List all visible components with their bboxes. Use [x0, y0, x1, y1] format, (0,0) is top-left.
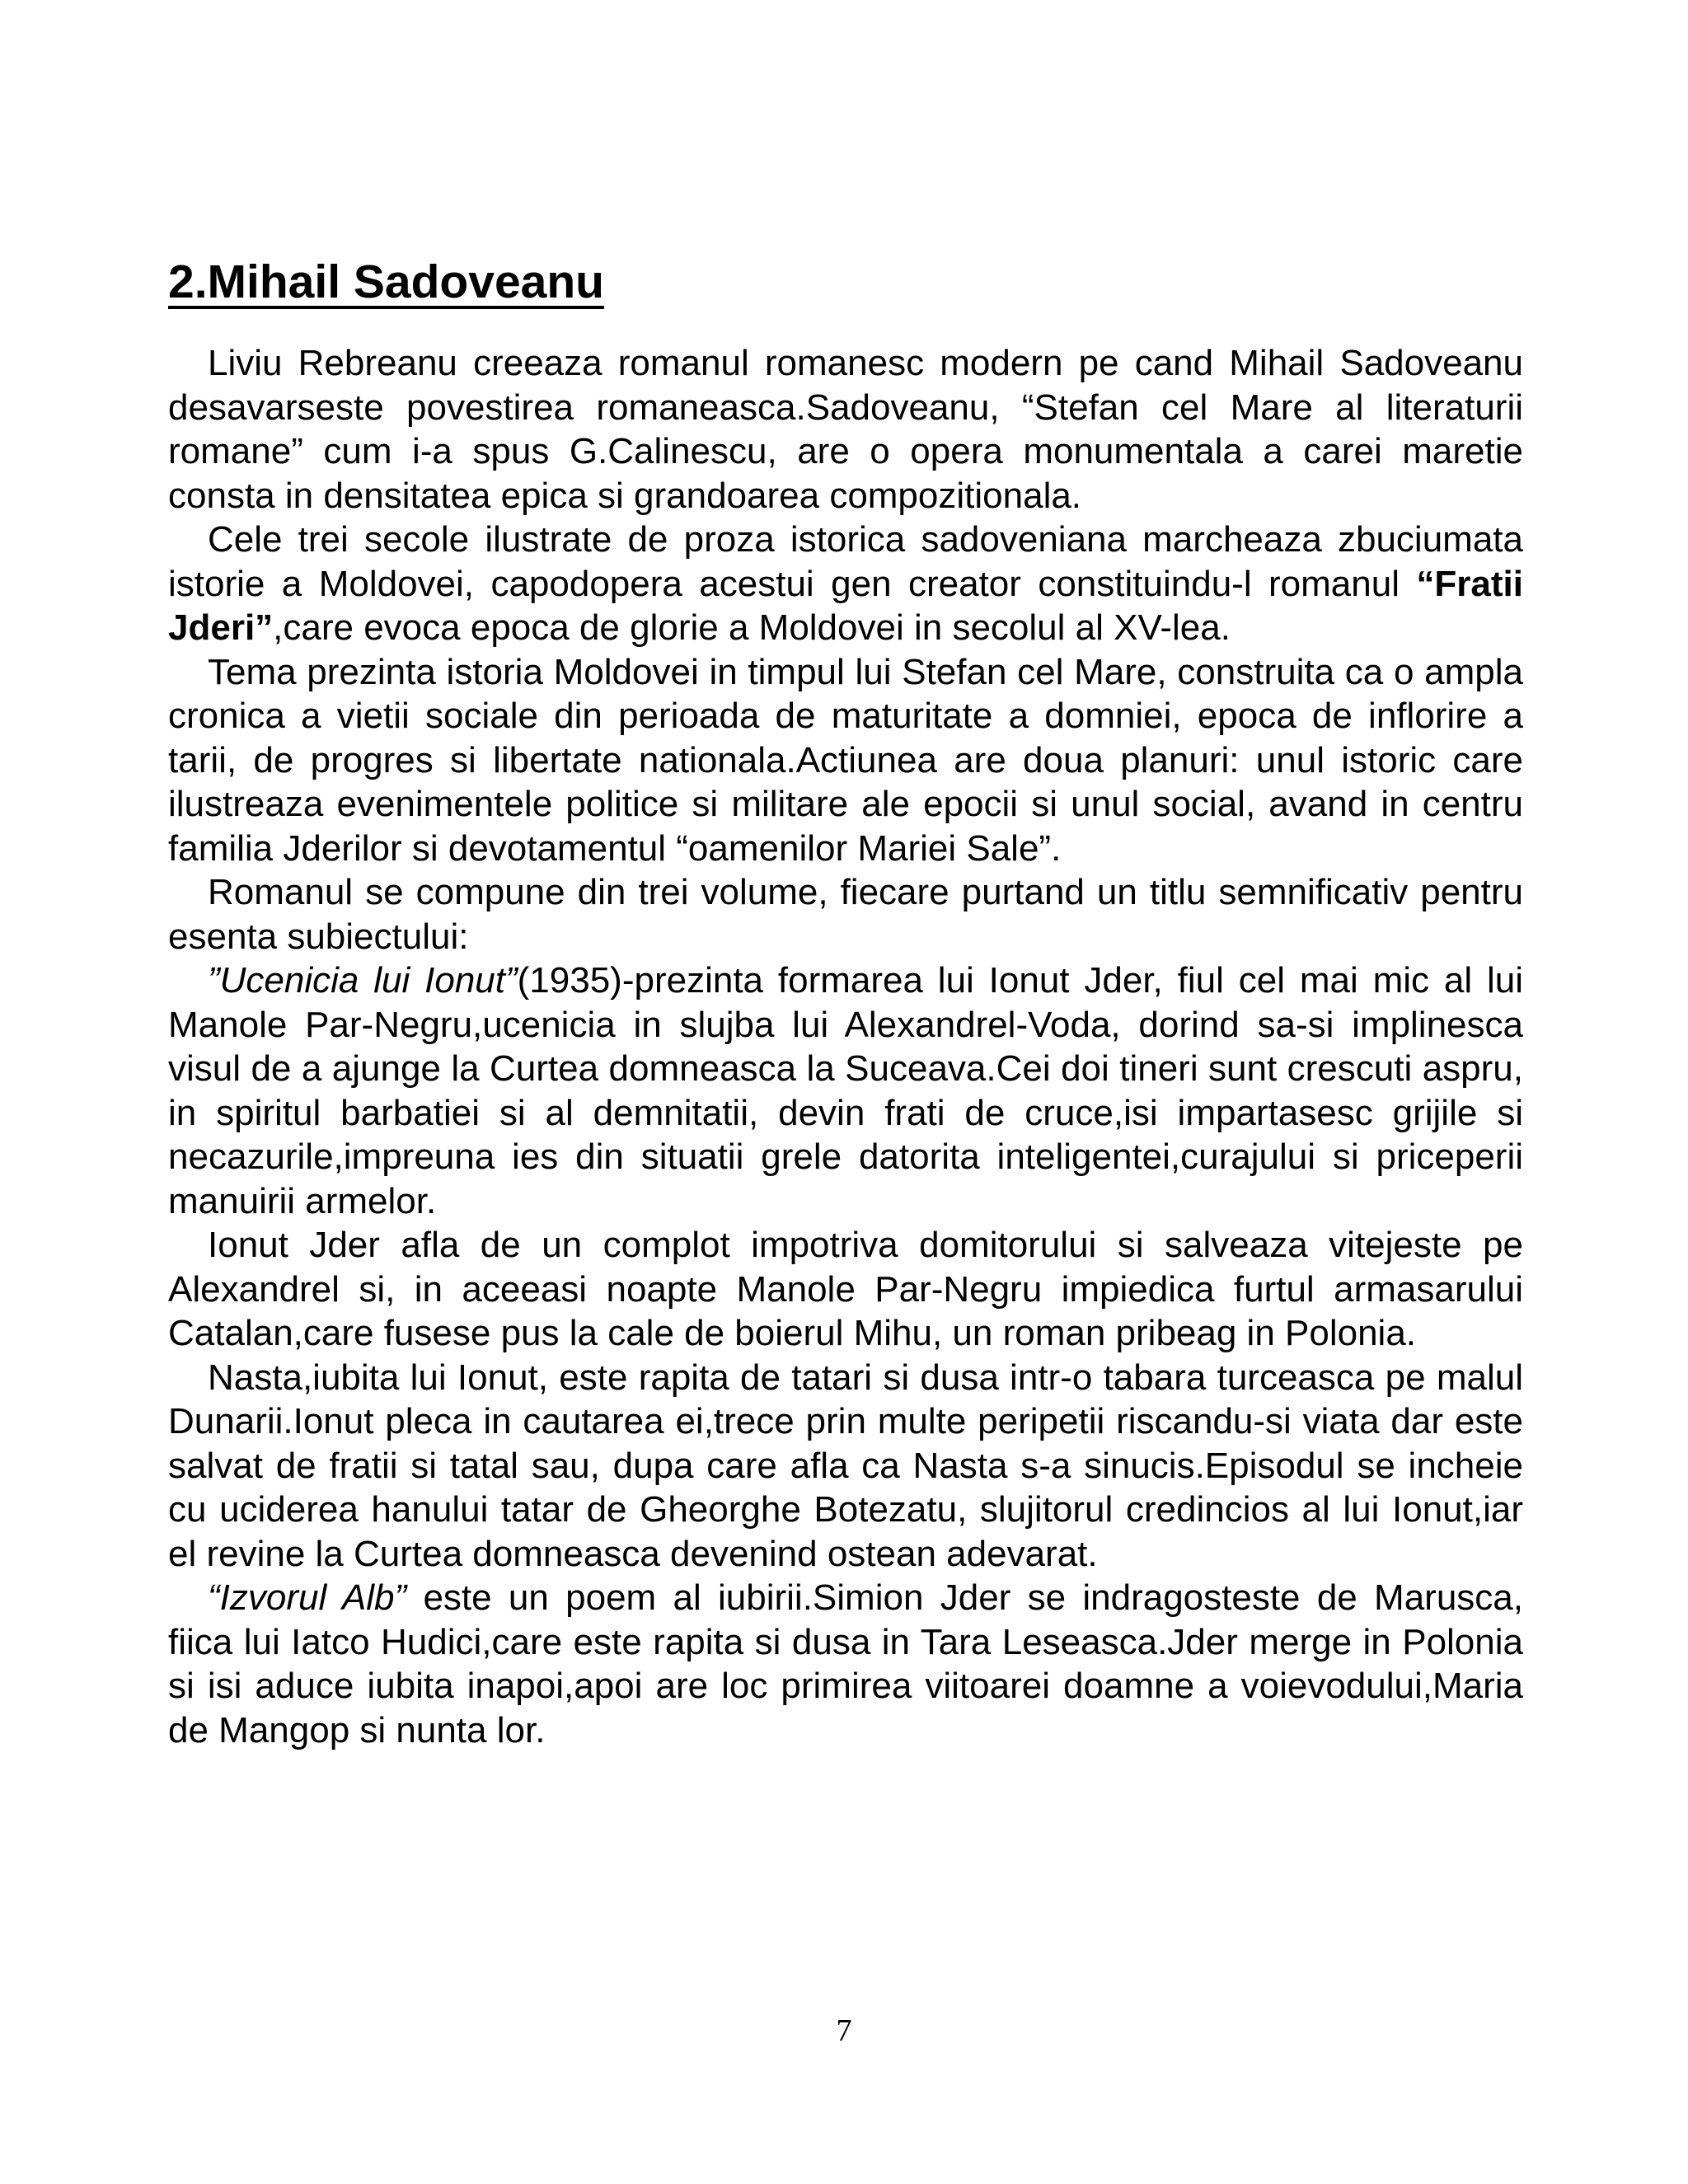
paragraph-izvorul-alb: [168, 1576, 1523, 1752]
paragraph-text: ,care evoca epoca de glorie a Moldovei in secolul al XV-lea.: [273, 607, 1231, 648]
volume-title-italic: “Izvorul Alb”: [208, 1577, 407, 1618]
paragraph-volume: Romanul se compune din trei volume, fiecare purtand un titlu semnificativ pentru esenta subiectului:: [168, 872, 1523, 957]
document-body: [168, 341, 1523, 1752]
paragraph-text: este un poem al iubirii.Simion Jder se indragosteste de Marusca, fiica lui Iatco Hudici,care este rapita si dusa in Tara Leseasca.Jder merge in Polonia si isi aduce iubita inapoi,apoi are loc primirea viitoarei doamne a voievodului,Maria de Mangop si nunta lor.: [168, 1577, 1523, 1750]
paragraph-text: (1935)-prezinta formarea lui Ionut Jder, fiul cel mai mic al lui Manole Par-Negru,ucenicia in slujba lui Alexandrel-Voda, dorind sa-si implinesca visul de a ajunge la Curtea domneasca la Suceava.Cei doi tineri sunt crescuti aspru, in spiritul barbatiei si al demnitatii, devin frati de cruce,isi impartasesc grijile si necazurile,impreuna ies din situatii grele datorita inteligentei,curajului si priceperii manuirii armelor.: [168, 960, 1524, 1221]
paragraph-ucenicia: [168, 958, 1523, 1223]
paragraph-fratii-jderi: [168, 518, 1523, 650]
page-title: 2.Mihail Sadoveanu: [168, 255, 604, 308]
volume-title-italic: ”Ucenicia lui Ionut”: [208, 960, 518, 1001]
paragraph-tema: Tema prezinta istoria Moldovei in timpul lui Stefan cel Mare, construita ca o ampla cronica a vietii sociale din perioada de maturitate a domniei, epoca de inflorire a tarii, de progres si libertate nationala.Actiunea are doua planuri: unul istoric care ilustreaza evenimentele politice si militare ale epocii si unul social, avand in centru familia Jderilor si devotamentul “oamenilor Mariei Sale”.: [168, 651, 1523, 869]
paragraph-complot: Ionut Jder afla de un complot impotriva domitorului si salveaza vitejeste pe Alexandrel si, in aceeasi noapte Manole Par-Negru impiedica furtul armasarului Catalan,care fusese pus la cale de boierul Mihu, un roman pribeag in Polonia.: [168, 1225, 1523, 1353]
paragraph-intro: Liviu Rebreanu creeaza romanul romanesc modern pe cand Mihail Sadoveanu desavarseste povestirea romaneasca.Sadoveanu, “Stefan cel Mare al literaturii romane” cum i-a spus G.Calinescu, are o opera monumentala a carei maretie consta in densitatea epica si grandoarea compozitionala.: [168, 343, 1523, 516]
page-number: 7: [836, 2013, 852, 2048]
paragraph-text: Cele trei secole ilustrate de proza istorica sadoveniana marcheaza zbuciumata istorie a Moldovei, capodopera acestui gen creator constituindu-l romanul: [168, 519, 1523, 604]
paragraph-nasta: Nasta,iubita lui Ionut, este rapita de tatari si dusa intr-o tabara turceasca pe malul Dunarii.Ionut pleca in cautarea ei,trece prin multe peripetii riscandu-si viata dar este salvat de fratii si tatal sau, dupa care afla ca Nasta s-a sinucis.Episodul se incheie cu uciderea hanului tatar de Gheorghe Botezatu, slujitorul credincios al lui Ionut,iar el revine la Curtea domneasca devenind ostean adevarat.: [168, 1357, 1523, 1574]
novel-title-bold: “Fratii Jderi”: [168, 563, 1523, 648]
